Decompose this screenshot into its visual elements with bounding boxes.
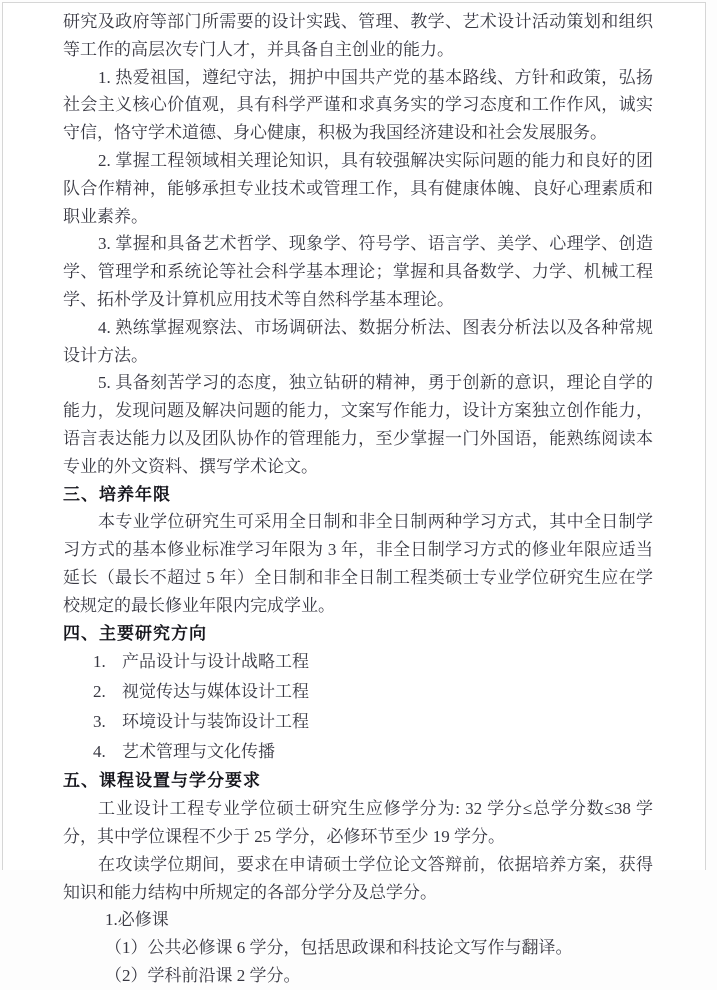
list-item [93, 707, 653, 737]
required-courses-title: 1.必修课 [105, 910, 169, 930]
list-item-label: 视觉传达与媒体设计工程 [122, 682, 309, 702]
list-item [93, 647, 653, 677]
section-heading-courses-credits: 五、课程设置与学分要求 [63, 771, 261, 791]
list-item-number: 3. [93, 712, 106, 732]
section-heading-training-duration: 三、培养年限 [63, 484, 171, 504]
list-item-number: 4. [93, 742, 106, 762]
list-item [93, 677, 653, 707]
list-item-number: 1. [93, 652, 106, 672]
section-heading-research-directions: 四、主要研究方向 [63, 623, 207, 643]
required-course-item-1: （1）公共必修课 6 学分，包括思政课和科技论文写作与翻译。 [105, 938, 573, 958]
required-course-item-2: （2）学科前沿课 2 学分。 [105, 965, 301, 985]
paragraph-requirement-3: 3. 掌握和具备艺术哲学、现象学、符号学、语言学、美学、心理学、创造学、管理学和系统论等社会科学基本理论；掌握和具备数学、力学、机械工程学、拓朴学及计算机应用技术等自然科学基本理论。 [63, 234, 653, 309]
list-item-number: 2. [93, 682, 106, 702]
list-item-label: 艺术管理与文化传播 [122, 742, 275, 762]
list-item-label: 环境设计与装饰设计工程 [122, 712, 309, 732]
paragraph-requirement-2: 2. 掌握工程领域相关理论知识，具有较强解决实际问题的能力和良好的团队合作精神，能够承担专业技术或管理工作，具有健康体魄、良好心理素质和职业素养。 [63, 150, 653, 226]
paragraph-requirement-5: 5. 具备刻苦学习的态度，独立钻研的精神，勇于创新的意识，理论自学的能力，发现问题及解决问题的能力，文案写作能力，设计方案独立创作能力，语言表达能力以及团队协作的管理能力，至少掌握一门外国语，能熟练阅读本专业的外文资料、撰写学术论文。 [63, 373, 653, 476]
list-item-label: 产品设计与设计战略工程 [122, 652, 309, 672]
paragraph-training-duration: 本专业学位研究生可采用全日制和非全日制两种学习方式，其中全日制学习方式的基本修业标准学习年限为 3 年，非全日制学习方式的修业年限应适当延长（最长不超过 5 年）全日制和非全日制工程类硕士专业学位研究生应在学校规定的最长修业年限内完成学业。 [63, 512, 653, 615]
paragraph-requirement-4: 4. 熟练掌握观察法、市场调研法、数据分析法、图表分析法以及各种常规设计方法。 [63, 317, 653, 365]
research-directions-list [63, 647, 653, 767]
paragraph-credits-requirement: 工业设计工程专业学位硕士研究生应修学分为: 32 学分≤总学分数≤38 学分，其中学位课程不少于 25 学分，必修环节至少 19 学分。 [63, 799, 653, 846]
list-item [93, 737, 653, 767]
paragraph-requirement-1: 1. 热爱祖国，遵纪守法，拥护中国共产党的基本路线、方针和政策，弘扬社会主义核心价值观，具有科学严谨和求真务实的学习态度和工作作风，诚实守信，恪守学术道德、身心健康，积极为我国经济建设和社会发展服务。 [63, 67, 653, 143]
paragraph-intro-continued: 研究及政府等部门所需要的设计实践、管理、教学、艺术设计活动策划和组织等工作的高层次专门人才，并具备自主创业的能力。 [63, 12, 653, 59]
paragraph-degree-requirement: 在攻读学位期间，要求在申请硕士学位论文答辩前，依据培养方案，获得知识和能力结构中所规定的各部分学分及总学分。 [63, 854, 653, 902]
document-page [2, 2, 706, 985]
